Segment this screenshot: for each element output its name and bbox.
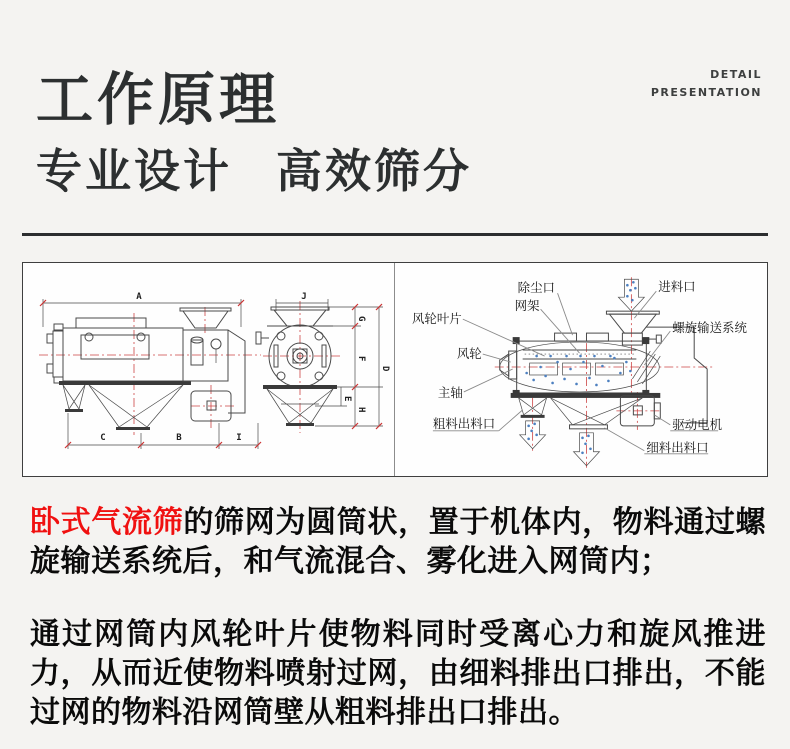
page-title: 工作原理 [36,67,280,133]
paragraph-principle-intro [30,503,766,581]
tagline-line2: PRESENTATION [650,86,762,99]
dim-line-A [40,292,244,327]
dim-label-H: H [356,407,366,413]
dim-label-E: E [342,396,352,402]
engineering-drawing-cell [23,263,395,476]
label-screw-conveyor: 螺旋输送系统 [672,320,747,336]
subtitle-part2: 高效筛分 [276,144,472,198]
feed-funnel [606,311,661,345]
label-main-shaft: 主轴 [437,384,463,400]
label-impeller: 风轮 [456,346,482,362]
engineering-drawing [23,263,394,476]
label-fine-outlet: 细料出料口 [646,439,709,455]
dim-label-A: A [136,292,142,302]
labeled-schematic [395,263,767,476]
label-drive-motor: 驱动电机 [672,416,723,432]
dim-label-B: B [176,433,182,443]
dim-label-J: J [301,292,307,302]
dim-label-G: G [356,316,366,322]
paragraph-principle-detail [30,615,766,732]
dim-label-F: F [356,356,366,362]
label-dust-port: 除尘口 [517,280,556,296]
labeled-schematic-cell [395,263,767,476]
sieve-body [500,333,661,397]
section-divider [22,233,768,236]
subtitle-gap [232,146,276,197]
dim-label-I: I [236,433,242,443]
label-mesh-frame: 网架 [514,298,540,314]
tagline-line1: DETAIL [710,68,762,81]
dim-label-C: C [100,433,106,443]
dim-label-D: D [380,366,390,372]
page-subtitle [36,146,472,197]
side-view [47,308,245,430]
label-feed-inlet: 进料口 [658,279,696,295]
diagram-panel [22,262,768,477]
highlight-product-name: 卧式气流筛 [30,505,184,540]
dim-line-bottom [65,413,261,449]
label-impeller-blade: 风轮叶片 [411,311,462,327]
english-tagline [651,66,762,102]
discharge-section [511,393,661,466]
paragraph-2-text: 通过网筒内风轮叶片使物料同时受离心力和旋风推进力，从而近使物料喷射过网，由细料排出口排出，不能过网的物料沿网筒壁从粗料排出口排出。 [30,617,766,730]
label-coarse-outlet: 粗料出料口 [432,415,496,431]
subtitle-part1: 专业设计 [36,144,232,198]
paragraph-1-text: 的筛网为圆筒状，置于机体内，物料通过螺旋输送系统后，和气流混合、雾化进入网筒内； [30,505,767,579]
